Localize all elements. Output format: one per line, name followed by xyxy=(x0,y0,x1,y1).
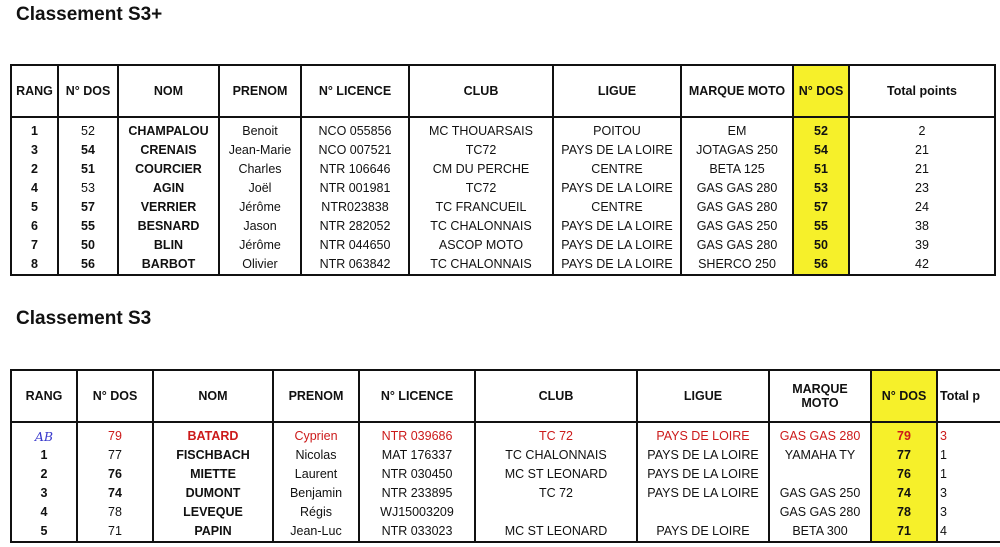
cell-nom: BATARD xyxy=(153,422,273,446)
cell-prenom: Benoit xyxy=(219,117,301,141)
cell-nom: MIETTE xyxy=(153,465,273,484)
cell-rang: 2 xyxy=(11,160,58,179)
cell-licence: NTR 033023 xyxy=(359,522,475,542)
cell-marque: EM xyxy=(681,117,793,141)
cell-club: TC CHALONNAIS xyxy=(409,217,553,236)
table-row xyxy=(11,198,995,217)
table-row xyxy=(11,446,1000,465)
cell-prenom: Joël xyxy=(219,179,301,198)
cell-licence: NTR 282052 xyxy=(301,217,409,236)
cell-dos: 79 xyxy=(77,422,153,446)
cell-rang: 5 xyxy=(11,522,77,542)
table2-header-row xyxy=(11,370,1000,422)
cell-prenom: Olivier xyxy=(219,255,301,275)
cell-ligue: PAYS DE LA LOIRE xyxy=(637,484,769,503)
cell-prenom: Jason xyxy=(219,217,301,236)
cell-prenom: Jean-Marie xyxy=(219,141,301,160)
cell-marque: BETA 300 xyxy=(769,522,871,542)
cell-prenom: Benjamin xyxy=(273,484,359,503)
cell-dos-highlight: 56 xyxy=(793,255,849,275)
table-row xyxy=(11,179,995,198)
cell-licence: NTR 063842 xyxy=(301,255,409,275)
cell-prenom: Jérôme xyxy=(219,198,301,217)
cell-prenom: Jérôme xyxy=(219,236,301,255)
cell-marque: GAS GAS 250 xyxy=(769,484,871,503)
cell-licence: WJ15003209 xyxy=(359,503,475,522)
cell-ligue: PAYS DE LA LOIRE xyxy=(553,179,681,198)
cell-dos-highlight: 74 xyxy=(871,484,937,503)
cell-dos: 76 xyxy=(77,465,153,484)
cell-prenom: Laurent xyxy=(273,465,359,484)
cell-club: ASCOP MOTO xyxy=(409,236,553,255)
cell-dos-highlight: 76 xyxy=(871,465,937,484)
cell-club: MC ST LEONARD xyxy=(475,522,637,542)
cell-dos: 50 xyxy=(58,236,118,255)
cell-dos-highlight: 54 xyxy=(793,141,849,160)
cell-ligue: PAYS DE LOIRE xyxy=(637,522,769,542)
cell-nom: LEVEQUE xyxy=(153,503,273,522)
cell-club: TC CHALONNAIS xyxy=(409,255,553,275)
cell-club xyxy=(475,503,637,522)
cell-licence: NTR 001981 xyxy=(301,179,409,198)
cell-total: 1 xyxy=(937,446,1000,465)
cell-total: 23 xyxy=(849,179,995,198)
cell-dos: 71 xyxy=(77,522,153,542)
cell-dos: 51 xyxy=(58,160,118,179)
header-prenom: PRENOM xyxy=(273,370,359,422)
cell-total: 3 xyxy=(937,503,1000,522)
cell-ligue: PAYS DE LA LOIRE xyxy=(637,465,769,484)
cell-club: MC ST LEONARD xyxy=(475,465,637,484)
cell-rang: 1 xyxy=(11,446,77,465)
cell-nom: DUMONT xyxy=(153,484,273,503)
cell-prenom: Cyprien xyxy=(273,422,359,446)
cell-rang: 6 xyxy=(11,217,58,236)
table-s3 xyxy=(10,369,1000,543)
cell-dos: 54 xyxy=(58,141,118,160)
cell-rang: 2 xyxy=(11,465,77,484)
cell-total: 21 xyxy=(849,160,995,179)
cell-dos-highlight: 78 xyxy=(871,503,937,522)
cell-ligue: PAYS DE LA LOIRE xyxy=(553,141,681,160)
cell-nom: CHAMPALOU xyxy=(118,117,219,141)
cell-licence: NCO 007521 xyxy=(301,141,409,160)
cell-total: 3 xyxy=(937,484,1000,503)
header-club: CLUB xyxy=(475,370,637,422)
cell-ligue xyxy=(637,503,769,522)
cell-ligue: PAYS DE LOIRE xyxy=(637,422,769,446)
table-row xyxy=(11,422,1000,446)
cell-dos: 77 xyxy=(77,446,153,465)
cell-marque: GAS GAS 280 xyxy=(681,179,793,198)
cell-total: 39 xyxy=(849,236,995,255)
table-row xyxy=(11,484,1000,503)
cell-licence: NTR 233895 xyxy=(359,484,475,503)
header-marque: MARQUE MOTO xyxy=(681,65,793,117)
table-row xyxy=(11,503,1000,522)
cell-ligue: PAYS DE LA LOIRE xyxy=(553,217,681,236)
table-row xyxy=(11,236,995,255)
cell-marque: YAMAHA TY xyxy=(769,446,871,465)
cell-club: TC72 xyxy=(409,141,553,160)
cell-marque: BETA 125 xyxy=(681,160,793,179)
cell-nom: COURCIER xyxy=(118,160,219,179)
table-row xyxy=(11,117,995,141)
header-nom: NOM xyxy=(153,370,273,422)
cell-nom: AGIN xyxy=(118,179,219,198)
cell-rang: 3 xyxy=(11,484,77,503)
cell-dos: 57 xyxy=(58,198,118,217)
cell-licence: NTR 044650 xyxy=(301,236,409,255)
header-prenom: PRENOM xyxy=(219,65,301,117)
cell-nom: BARBOT xyxy=(118,255,219,275)
header-nom: NOM xyxy=(118,65,219,117)
header-ligue: LIGUE xyxy=(553,65,681,117)
header-licence: N° LICENCE xyxy=(301,65,409,117)
cell-total: 2 xyxy=(849,117,995,141)
cell-total: 1 xyxy=(937,465,1000,484)
cell-marque: GAS GAS 280 xyxy=(681,198,793,217)
cell-dos: 55 xyxy=(58,217,118,236)
table-row xyxy=(11,465,1000,484)
cell-ligue: CENTRE xyxy=(553,160,681,179)
cell-rang: 7 xyxy=(11,236,58,255)
cell-dos: 53 xyxy=(58,179,118,198)
cell-total: 3 xyxy=(937,422,1000,446)
cell-nom: BESNARD xyxy=(118,217,219,236)
table-row xyxy=(11,160,995,179)
header-dos: N° DOS xyxy=(77,370,153,422)
cell-total: 38 xyxy=(849,217,995,236)
cell-dos-highlight: 52 xyxy=(793,117,849,141)
cell-nom: FISCHBACH xyxy=(153,446,273,465)
cell-dos-highlight: 53 xyxy=(793,179,849,198)
cell-rang: 4 xyxy=(11,503,77,522)
cell-dos: 74 xyxy=(77,484,153,503)
cell-ligue: POITOU xyxy=(553,117,681,141)
cell-marque: GAS GAS 250 xyxy=(681,217,793,236)
cell-dos-highlight: 71 xyxy=(871,522,937,542)
header-marque: MARQUE MOTO xyxy=(769,370,871,422)
header-dos-highlight: N° DOS xyxy=(871,370,937,422)
cell-total: 42 xyxy=(849,255,995,275)
cell-licence: MAT 176337 xyxy=(359,446,475,465)
cell-ligue: PAYS DE LA LOIRE xyxy=(637,446,769,465)
cell-rang: 4 xyxy=(11,179,58,198)
cell-nom: PAPIN xyxy=(153,522,273,542)
cell-prenom: Charles xyxy=(219,160,301,179)
cell-ligue: CENTRE xyxy=(553,198,681,217)
cell-marque: SHERCO 250 xyxy=(681,255,793,275)
cell-ligue: PAYS DE LA LOIRE xyxy=(553,236,681,255)
table-row xyxy=(11,255,995,275)
cell-marque xyxy=(769,465,871,484)
cell-licence: NCO 055856 xyxy=(301,117,409,141)
table-s3plus xyxy=(10,64,996,276)
cell-marque: GAS GAS 280 xyxy=(769,503,871,522)
table2-title: Classement S3 xyxy=(16,308,152,329)
cell-dos-highlight: 50 xyxy=(793,236,849,255)
table1-header-row xyxy=(11,65,995,117)
cell-club: TC 72 xyxy=(475,484,637,503)
cell-rang: 3 xyxy=(11,141,58,160)
cell-dos-highlight: 55 xyxy=(793,217,849,236)
header-total: Total points xyxy=(849,65,995,117)
cell-marque: JOTAGAS 250 xyxy=(681,141,793,160)
table-row xyxy=(11,217,995,236)
cell-club: TC 72 xyxy=(475,422,637,446)
cell-nom: VERRIER xyxy=(118,198,219,217)
cell-licence: NTR 106646 xyxy=(301,160,409,179)
cell-dos-highlight: 77 xyxy=(871,446,937,465)
cell-ligue: PAYS DE LA LOIRE xyxy=(553,255,681,275)
cell-licence: NTR 030450 xyxy=(359,465,475,484)
cell-marque: GAS GAS 280 xyxy=(681,236,793,255)
header-licence: N° LICENCE xyxy=(359,370,475,422)
cell-licence: NTR 039686 xyxy=(359,422,475,446)
cell-dos: 56 xyxy=(58,255,118,275)
cell-dos-highlight: 79 xyxy=(871,422,937,446)
cell-rang: 8 xyxy=(11,255,58,275)
cell-club: TC FRANCUEIL xyxy=(409,198,553,217)
cell-rang: 5 xyxy=(11,198,58,217)
cell-dos-highlight: 51 xyxy=(793,160,849,179)
cell-club: TC72 xyxy=(409,179,553,198)
cell-dos-highlight: 57 xyxy=(793,198,849,217)
table-row xyxy=(11,141,995,160)
cell-club: MC THOUARSAIS xyxy=(409,117,553,141)
cell-nom: BLIN xyxy=(118,236,219,255)
header-rang: RANG xyxy=(11,65,58,117)
cell-rang: AB xyxy=(11,422,77,446)
cell-marque: GAS GAS 280 xyxy=(769,422,871,446)
cell-nom: CRENAIS xyxy=(118,141,219,160)
header-dos: N° DOS xyxy=(58,65,118,117)
cell-club: CM DU PERCHE xyxy=(409,160,553,179)
header-club: CLUB xyxy=(409,65,553,117)
table-row xyxy=(11,522,1000,542)
cell-total: 4 xyxy=(937,522,1000,542)
table1-title: Classement S3+ xyxy=(16,4,163,25)
cell-rang: 1 xyxy=(11,117,58,141)
header-ligue: LIGUE xyxy=(637,370,769,422)
cell-prenom: Jean-Luc xyxy=(273,522,359,542)
header-dos-highlight: N° DOS xyxy=(793,65,849,117)
cell-dos: 78 xyxy=(77,503,153,522)
cell-club: TC CHALONNAIS xyxy=(475,446,637,465)
cell-licence: NTR023838 xyxy=(301,198,409,217)
header-rang: RANG xyxy=(11,370,77,422)
cell-total: 24 xyxy=(849,198,995,217)
cell-prenom: Régis xyxy=(273,503,359,522)
cell-prenom: Nicolas xyxy=(273,446,359,465)
cell-dos: 52 xyxy=(58,117,118,141)
cell-total: 21 xyxy=(849,141,995,160)
header-total: Total p xyxy=(937,370,1000,422)
